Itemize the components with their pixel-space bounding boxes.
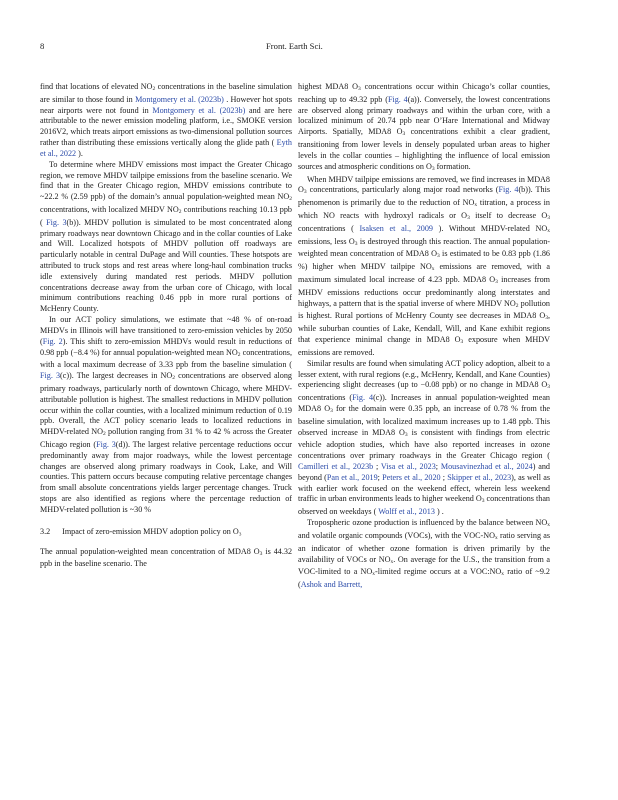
figure-link[interactable]: Fig. 4 (498, 185, 519, 195)
figure-link[interactable]: Fig. 4 (387, 94, 408, 104)
paragraph: Tropospheric ozone production is influenced by the balance between NOx and volatile organic compounds (VOCs), with the VOC-NOx ratio serving as an indicator of whether ozone formation is driven primarily by the availability of VOCs or NOx. On average for the U.S., the transition from a VOC-limited to a NOx-limited regime occurs at a VOC:NOx ratio of ~9.2 (Ashok and Barrett, (298, 518, 551, 590)
journal-name: Front. Earth Sci. (266, 41, 323, 51)
paragraph: highest MDA8 O3 concentrations occur within Chicago’s collar counties, reaching up to 49.32 ppb (Fig. 4(a)). Conversely, the lowest concentrations are observed along primary roadways and within the urban core, with a localized minimum of 20.74 ppb near O’Hare International and Midway Airports. Spatially, MDA8 O3 concentrations exhibit a clear gradient, transitioning from lower levels in densely populated urban areas to higher levels in the collar counties – highlighting the influence of local emission sources and atmospheric conditions on O3 formation. (298, 82, 551, 172)
page-number: 8 (40, 41, 45, 51)
figure-link[interactable]: Fig. 3 (46, 217, 67, 227)
page-header (40, 41, 578, 55)
paragraph: Similar results are found when simulating ACT policy adoption, albeit to a lesser extent, with rural regions (e.g., McHenry, Kendall, and Kane Counties) experiencing slight decreases (up to −0.08 ppb) or no change in MDA8 O3 concentrations (Fig. 4(c)). Increases in annual population-weighted mean MDA8 O3 for the domain were 0.35 ppb, an increase of 0.78 % from the baseline simulation, with localized maximum increases up to 1.48 ppb. This observed increase in MDA8 O3 is consistent with findings from electric vehicle adoption studies, which have also reported increases in ozone concentrations over primary roadways in the Greater Chicago region ( Camilleri et al., 2023b ; Visa et al., 2023; Mousavinezhad et al., 2024) and beyond (Pan et al., 2019; Peters et al., 2020 ; Skipper et al., 2023), as well as with earlier work focused on the weekend effect, wherein less weekend traffic in urban environments leads to higher weekend O3 concentrations than observed on weekdays ( Wolff et al., 2013 ) . (298, 358, 550, 517)
paragraph: find that locations of elevated NO2 concentrations in the baseline simulation are similar to those found in Montgomery et al. (2023b) . However hot spots near airports were not found in Montgomery et al. (2023b) and are here attributable to the newer emission modeling platform, i.e., SMOKE version 2016V2, which treats airport emissions as two-dimensional pollution sources rather than distributing these emissions vertically along the glide path ( Eyth et al., 2022 ). (40, 82, 293, 158)
paragraph: To determine where MHDV emissions most impact the Greater Chicago region, we remove MHDV tailpipe emissions from the baseline scenario. We find that in the Greater Chicago region, MHDV emissions contribute to ~22.2 % (2.59 ppb) of the domain’s annual population-weighted mean NO2 concentrations, with localized MHDV NO2 contributions reaching 10.13 ppb ( Fig. 3(b)). MHDV pollution is simulated to be most concentrated along primary roadways near downtown Chicago and in the collar counties of Lake and Will. Localized hotspots of MHDV pollution off roadways are particularly notable in central DuPage and Will counties. These hotspots are attributed to truck stops and rest areas where long-haul combination trucks idle extensively during mandated rest periods. MHDV pollution concentrations decrease away from the urban core of Chicago, with local minimum contributions reaching 0.46 ppb in more rural portions of McHenry County. (40, 159, 292, 314)
figure-link[interactable]: Fig. 2 (42, 336, 63, 346)
citation-link[interactable]: Montgomery et al. (2023b) (152, 105, 246, 115)
citation-link[interactable]: Visa et al., 2023 (380, 462, 436, 471)
paragraph: The annual population-weighted mean concentration of MDA8 O3 is 44.32 ppb in the baseline scenario. The (40, 546, 293, 569)
paragraph: When MHDV tailpipe emissions are removed, we find increases in MDA8 O3 concentrations, particularly along major road networks (Fig. 4(b)). This phenomenon is primarily due to the reduction of NOx titration, a process in which NO reacts with hydroxyl radicals or O3 itself to decrease O3 concentrations ( Isaksen et al., 2009 ). Without MHDV-related NOx emissions, less O3 is destroyed through this reaction. The annual population-weighted mean concentration of MDA8 O3 is estimated to be 0.83 ppb (1.86 %) higher when MHDV tailpipe NOx emissions are removed, with a maximum simulated local increase of 4.23 ppb. MDA8 O3 increases from MHDV emissions reductions occur predominantly along interstates and highways, a pattern that is the spatial inverse of where MHDV NO2 pollution is highest. Rural portions of McHenry County see decreases in MDA8 O3, while suburban counties of Lake, Kendall, Will, and Kane exhibit regions that experience minimal change in MDA8 O3 exposure when MHDV emissions are removed. (298, 174, 551, 357)
section-number: 3.2 (40, 526, 51, 536)
right-column (298, 82, 550, 591)
section-title: Impact of zero-emission MHDV adoption policy on O₃ (62, 526, 242, 536)
citation-link[interactable]: Ashok and Barrett, (300, 580, 363, 590)
citation-link[interactable]: Pan et al., 2019 (326, 472, 378, 482)
section-heading (40, 527, 292, 538)
citation-link[interactable]: Skipper et al., 2023 (447, 472, 512, 482)
citation-link[interactable]: Mousavinezhad et al., 2024 (440, 462, 533, 471)
citation-link[interactable]: Camilleri et al., 2023b (298, 462, 374, 471)
paragraph: In our ACT policy simulations, we estimate that ~48 % of on-road MHDVs in Illinois will have transitioned to zero-emission vehicles by 2050 (Fig. 2). This shift to zero-emission MHDVs would result in reductions of 0.98 ppb (−8.4 %) for annual population-weighted mean NO2 concentrations, with a local maximum decrease of 3.33 ppb from the baseline simulation ( Fig. 3(c)). The largest decreases in NO2 concentrations are observed along primary roadways, particularly north of downtown Chicago, where MHDV-attributable pollution is highest. The smallest reductions in MHDV pollution occur within the collar counties, with a localized minimum reduction of 0.19 ppb. Overall, the ACT policy scenario leads to localized reductions in MHDV-related NO2 pollution ranging from 31 % to 42 % across the Greater Chicago region (Fig. 3(d)). The largest relative percentage reductions occur predominantly away from major roadways, while the lowest percentage changes are observed along primary roadways in Cook, Lake, and Will counties. This pattern occurs because computing relative percentage changes from small absolute concentrations yields larger percentage changes. Truck stops are also identified as regions where the percentage reduction of MHDV-related pollution is ~30 % (40, 315, 293, 514)
figure-link[interactable]: Fig. 3 (96, 440, 116, 449)
citation-link[interactable]: Wolff et al., 2013 (378, 507, 435, 517)
figure-link[interactable]: Fig. 3 (40, 371, 61, 381)
citation-link[interactable]: Isaksen et al., 2009 (359, 223, 433, 233)
citation-link[interactable]: Montgomery et al. (2023b) (135, 94, 224, 104)
citation-link[interactable]: Eyth et al., 2022 (40, 138, 292, 158)
figure-link[interactable]: Fig. 4 (352, 393, 374, 403)
left-column (40, 82, 292, 570)
citation-link[interactable]: Peters et al., 2020 (382, 472, 441, 482)
